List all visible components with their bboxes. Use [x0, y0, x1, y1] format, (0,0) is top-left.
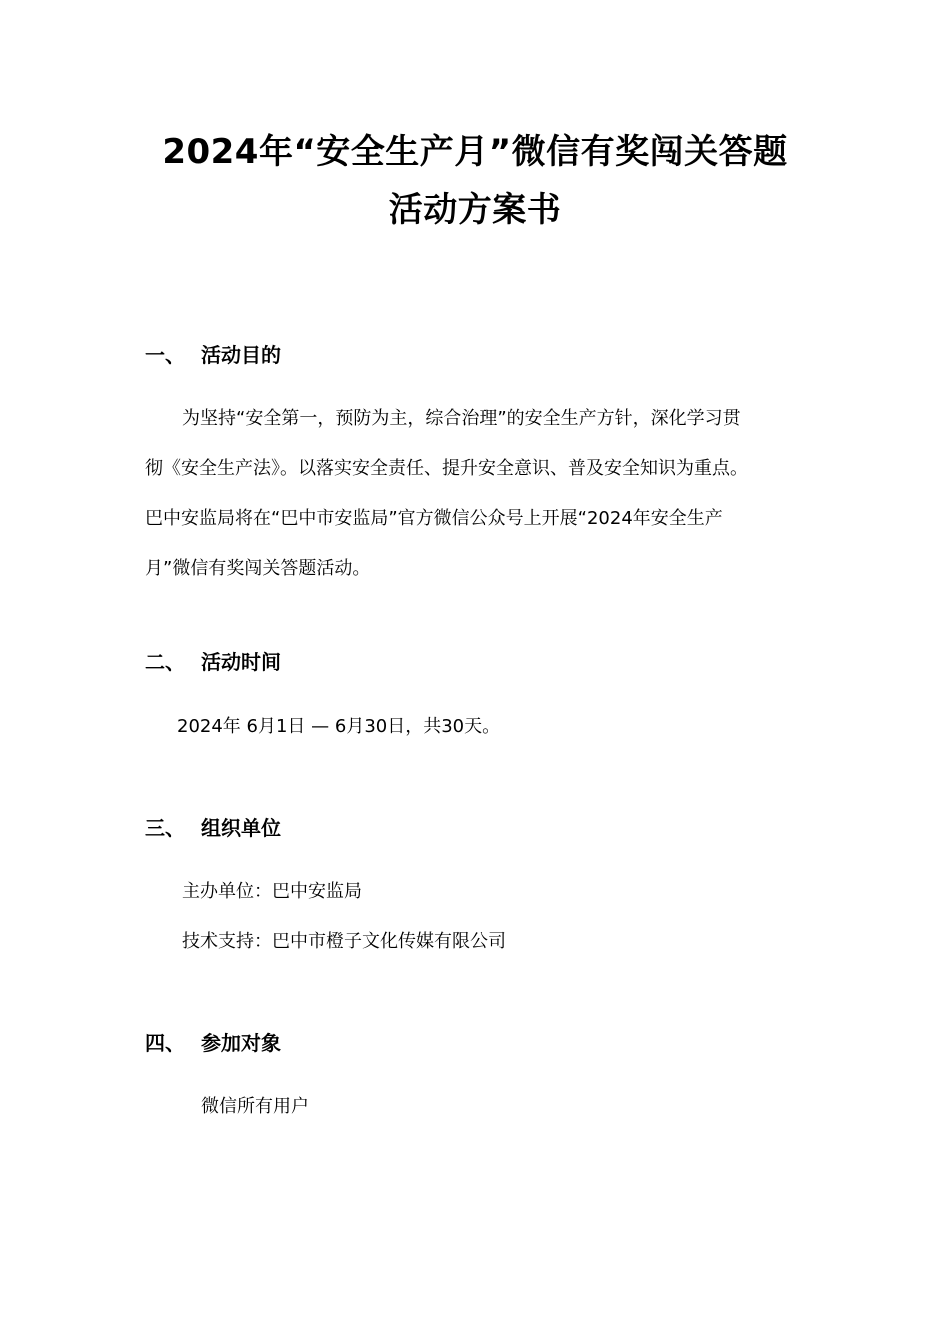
paragraph-line: 巴中安监局将在“巴中市安监局”官方微信公众号上开展“2024年安全生产 — [145, 508, 723, 529]
section-number: 三、 — [145, 816, 185, 840]
section-heading-purpose — [145, 340, 281, 370]
activity-dates: 2024年 6月1日 — 6月30日，共30天。 — [177, 716, 501, 737]
document-title-line-2: 活动方案书 — [388, 190, 562, 230]
document-title-line-1: 2024年“安全生产月”微信有奖闯关答题 — [162, 132, 788, 172]
section-number: 四、 — [145, 1031, 185, 1055]
paragraph-line: 月”微信有奖闯关答题活动。 — [145, 558, 371, 579]
participants-text: 微信所有用户 — [201, 1096, 309, 1117]
section-title: 活动目的 — [201, 343, 281, 367]
paragraph-line: 彻《安全生产法》。以落实安全责任、提升安全意识、普及安全知识为重点。 — [145, 458, 748, 479]
section-title: 活动时间 — [201, 650, 281, 674]
section-number: 一、 — [145, 343, 185, 367]
organizer-tech-support: 技术支持：巴中市橙子文化传媒有限公司 — [182, 931, 506, 952]
section-heading-time — [145, 647, 281, 677]
section-title: 参加对象 — [201, 1031, 281, 1055]
section-number: 二、 — [145, 650, 185, 674]
section-title: 组织单位 — [201, 816, 281, 840]
section-heading-participants — [145, 1028, 281, 1058]
paragraph-line: 为坚持“安全第一，预防为主，综合治理”的安全生产方针，深化学习贯 — [182, 408, 741, 429]
section-heading-organizers — [145, 813, 281, 843]
organizer-host: 主办单位：巴中安监局 — [182, 881, 362, 902]
